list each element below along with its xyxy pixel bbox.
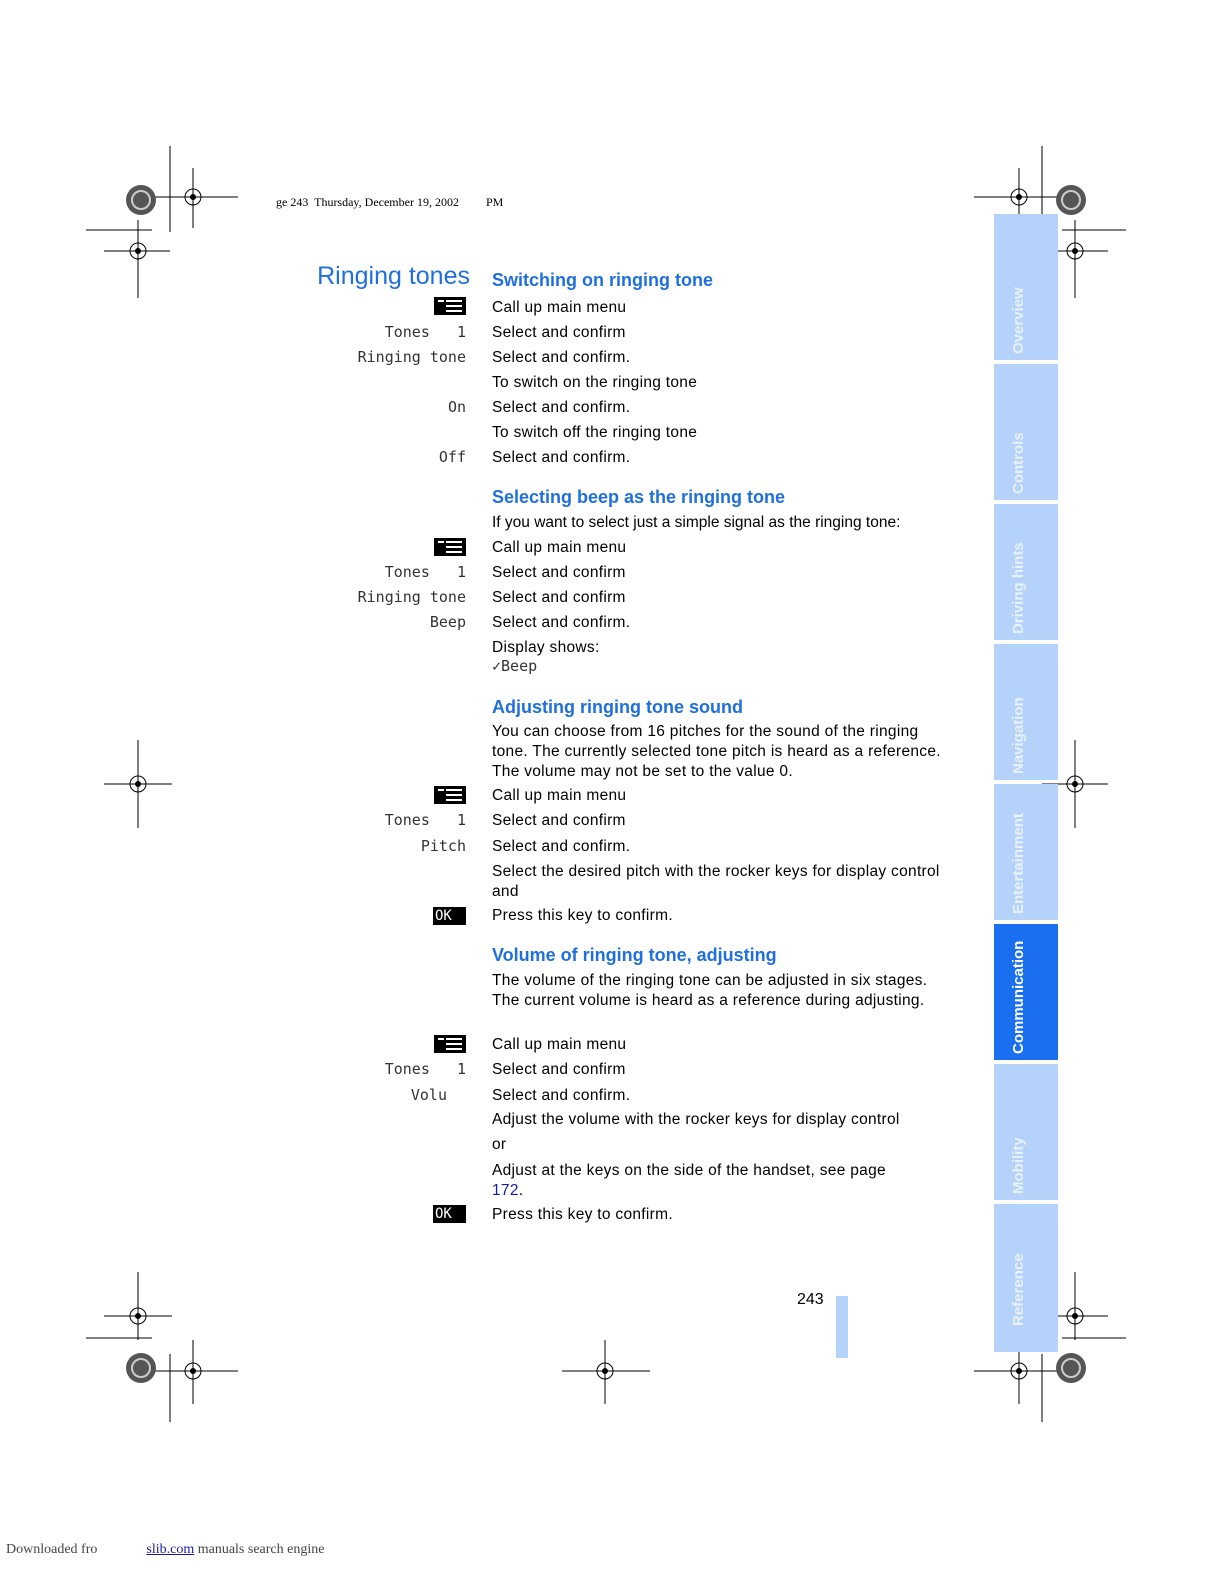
step-text: Select and confirm <box>492 812 626 829</box>
page-number-bar <box>836 1296 848 1358</box>
section-heading: Switching on ringing tone <box>492 270 713 290</box>
step-text: Call up main menu <box>492 1036 627 1053</box>
footer-link[interactable]: slib.com <box>146 1542 195 1557</box>
display-label: Beep <box>429 613 466 631</box>
section-intro: If you want to select just a simple signal as the ringing tone: <box>492 514 901 531</box>
step-text: Adjust at the keys on the side of the handset, see page 172. <box>492 1162 886 1199</box>
display-label: Tones 1 <box>384 1060 466 1078</box>
step-text: Select and confirm <box>492 589 626 606</box>
step-text: Call up main menu <box>492 539 627 556</box>
step-text: Select and confirm <box>492 324 626 341</box>
step-text: Select and confirm. <box>492 399 631 416</box>
download-footer: Downloaded fro slib.com manuals search engine <box>6 1542 325 1557</box>
step-text: Press this key to confirm. <box>492 1206 673 1223</box>
display-label: Tones 1 <box>384 323 466 341</box>
menu-key-icon <box>434 1035 466 1053</box>
display-label: Volu <box>410 1086 447 1104</box>
page-title: Ringing tones <box>317 262 470 290</box>
display-readout: ✓Beep <box>492 657 538 675</box>
section-heading: Volume of ringing tone, adjusting <box>492 945 777 965</box>
display-label: Tones 1 <box>384 811 466 829</box>
step-text: Press this key to confirm. <box>492 907 673 924</box>
page-link[interactable]: 172 <box>492 1182 519 1199</box>
step-text: Select and confirm <box>492 564 626 581</box>
page-number: 243 <box>797 1291 824 1308</box>
step-text: Select and confirm. <box>492 614 631 631</box>
tab-overview[interactable]: Overview <box>994 214 1058 360</box>
display-label: On <box>447 398 466 416</box>
tab-controls[interactable]: Controls <box>994 364 1058 500</box>
step-text: Select and confirm. <box>492 449 631 466</box>
section-intro: You can choose from 16 pitches for the sound of the ringing tone. The currently selected tone pitch is heard as a reference. The volume may not be set to the value 0. <box>492 723 941 780</box>
menu-key-icon <box>434 538 466 556</box>
tab-navigation[interactable]: Navigation <box>994 644 1058 780</box>
step-text: Select and confirm. <box>492 1087 631 1104</box>
display-label: Pitch <box>420 837 466 855</box>
tab-mobility[interactable]: Mobility <box>994 1064 1058 1200</box>
step-text: Display shows: <box>492 639 600 656</box>
step-text: Select and confirm. <box>492 349 631 366</box>
section-intro: The volume of the ringing tone can be adjusted in six stages. The current volume is heard as a reference during adjusting. <box>492 972 928 1009</box>
menu-key-icon <box>434 786 466 804</box>
ok-key-icon: OK <box>433 907 466 925</box>
step-text: or <box>492 1136 507 1153</box>
step-text: Select and confirm. <box>492 838 631 855</box>
step-text: Select and confirm <box>492 1061 626 1078</box>
section-heading: Adjusting ringing tone sound <box>492 697 743 717</box>
display-label: Ringing tone <box>357 588 466 606</box>
step-text: Select the desired pitch with the rocker keys for display control and <box>492 863 940 900</box>
section-tabs <box>994 214 1058 1352</box>
display-label: Tones 1 <box>384 563 466 581</box>
step-text: Call up main menu <box>492 787 627 804</box>
display-label: Off <box>438 448 466 466</box>
section-heading: Selecting beep as the ringing tone <box>492 487 786 507</box>
step-text: To switch off the ringing tone <box>492 424 698 441</box>
tab-driving-hints[interactable]: Driving hints <box>994 504 1058 640</box>
display-label: Ringing tone <box>357 348 466 366</box>
step-text: To switch on the ringing tone <box>492 374 698 391</box>
step-text: Call up main menu <box>492 299 627 316</box>
step-text: Adjust the volume with the rocker keys for display control <box>492 1111 900 1128</box>
print-header: ge 243 Thursday, December 19, 2002 PM <box>276 195 504 209</box>
tab-reference[interactable]: Reference <box>994 1204 1058 1352</box>
menu-key-icon <box>434 297 466 315</box>
ok-key-icon: OK <box>433 1205 466 1223</box>
tab-communication[interactable]: Communication <box>994 924 1058 1060</box>
tab-entertainment[interactable]: Entertainment <box>994 784 1058 920</box>
